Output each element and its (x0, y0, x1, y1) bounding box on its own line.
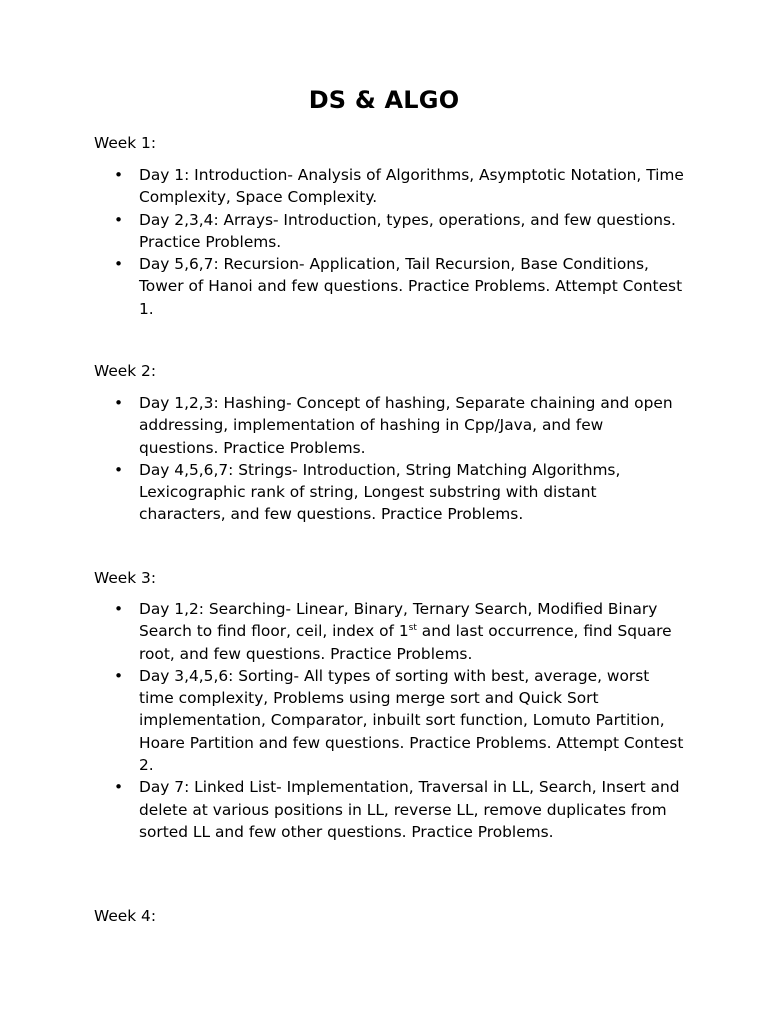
week-1-list (94, 164, 684, 320)
list-item-text: Day 1,2: Searching- Linear, Binary, Ternary Search, Modified Binary Search to find floor, ceil, index of 1 (139, 600, 658, 641)
week-4-heading: Week 4: (94, 907, 157, 925)
week-3-heading: Week 3: (94, 569, 157, 587)
week-1-heading: Week 1: (94, 134, 157, 152)
list-item: • Day 5,6,7: Recursion- Application, Tail Recursion, Base Conditions, Tower of Hanoi and few questions. Practice Problems. Attempt Contest 1. (94, 253, 684, 320)
list-item: • Day 1,2,3: Hashing- Concept of hashing, Separate chaining and open addressing, implementation of hashing in Cpp/Java, and few questions. Practice Problems. (94, 392, 684, 459)
list-item-text: and last occurrence, find Square root, and few questions. Practice Problems. (139, 622, 672, 663)
week-2-heading: Week 2: (94, 362, 157, 380)
ordinal-suffix: st (408, 623, 417, 634)
list-item: • Day 7: Linked List- Implementation, Traversal in LL, Search, Insert and delete at various positions in LL, reverse LL, remove duplicates from sorted LL and few other questions. Practice Problems. (94, 776, 684, 843)
list-item (94, 598, 684, 665)
week-2-list (94, 392, 684, 526)
list-item: • Day 1: Introduction- Analysis of Algorithms, Asymptotic Notation, Time Complexity, Space Complexity. (94, 164, 684, 209)
list-item: • Day 4,5,6,7: Strings- Introduction, String Matching Algorithms, Lexicographic rank of string, Longest substring with distant characters, and few questions. Practice Problems. (94, 459, 684, 526)
week-3-list (94, 598, 684, 843)
page-title: DS & ALGO (308, 86, 460, 114)
list-item: • Day 2,3,4: Arrays- Introduction, types, operations, and few questions. Practice Problems. (94, 209, 684, 254)
list-item: • Day 3,4,5,6: Sorting- All types of sorting with best, average, worst time complexity, Problems using merge sort and Quick Sort implementation, Comparator, inbuilt sort function, Lomuto Partition, Hoare Partition and few questions. Practice Problems. Attempt Contest 2. (94, 665, 684, 776)
